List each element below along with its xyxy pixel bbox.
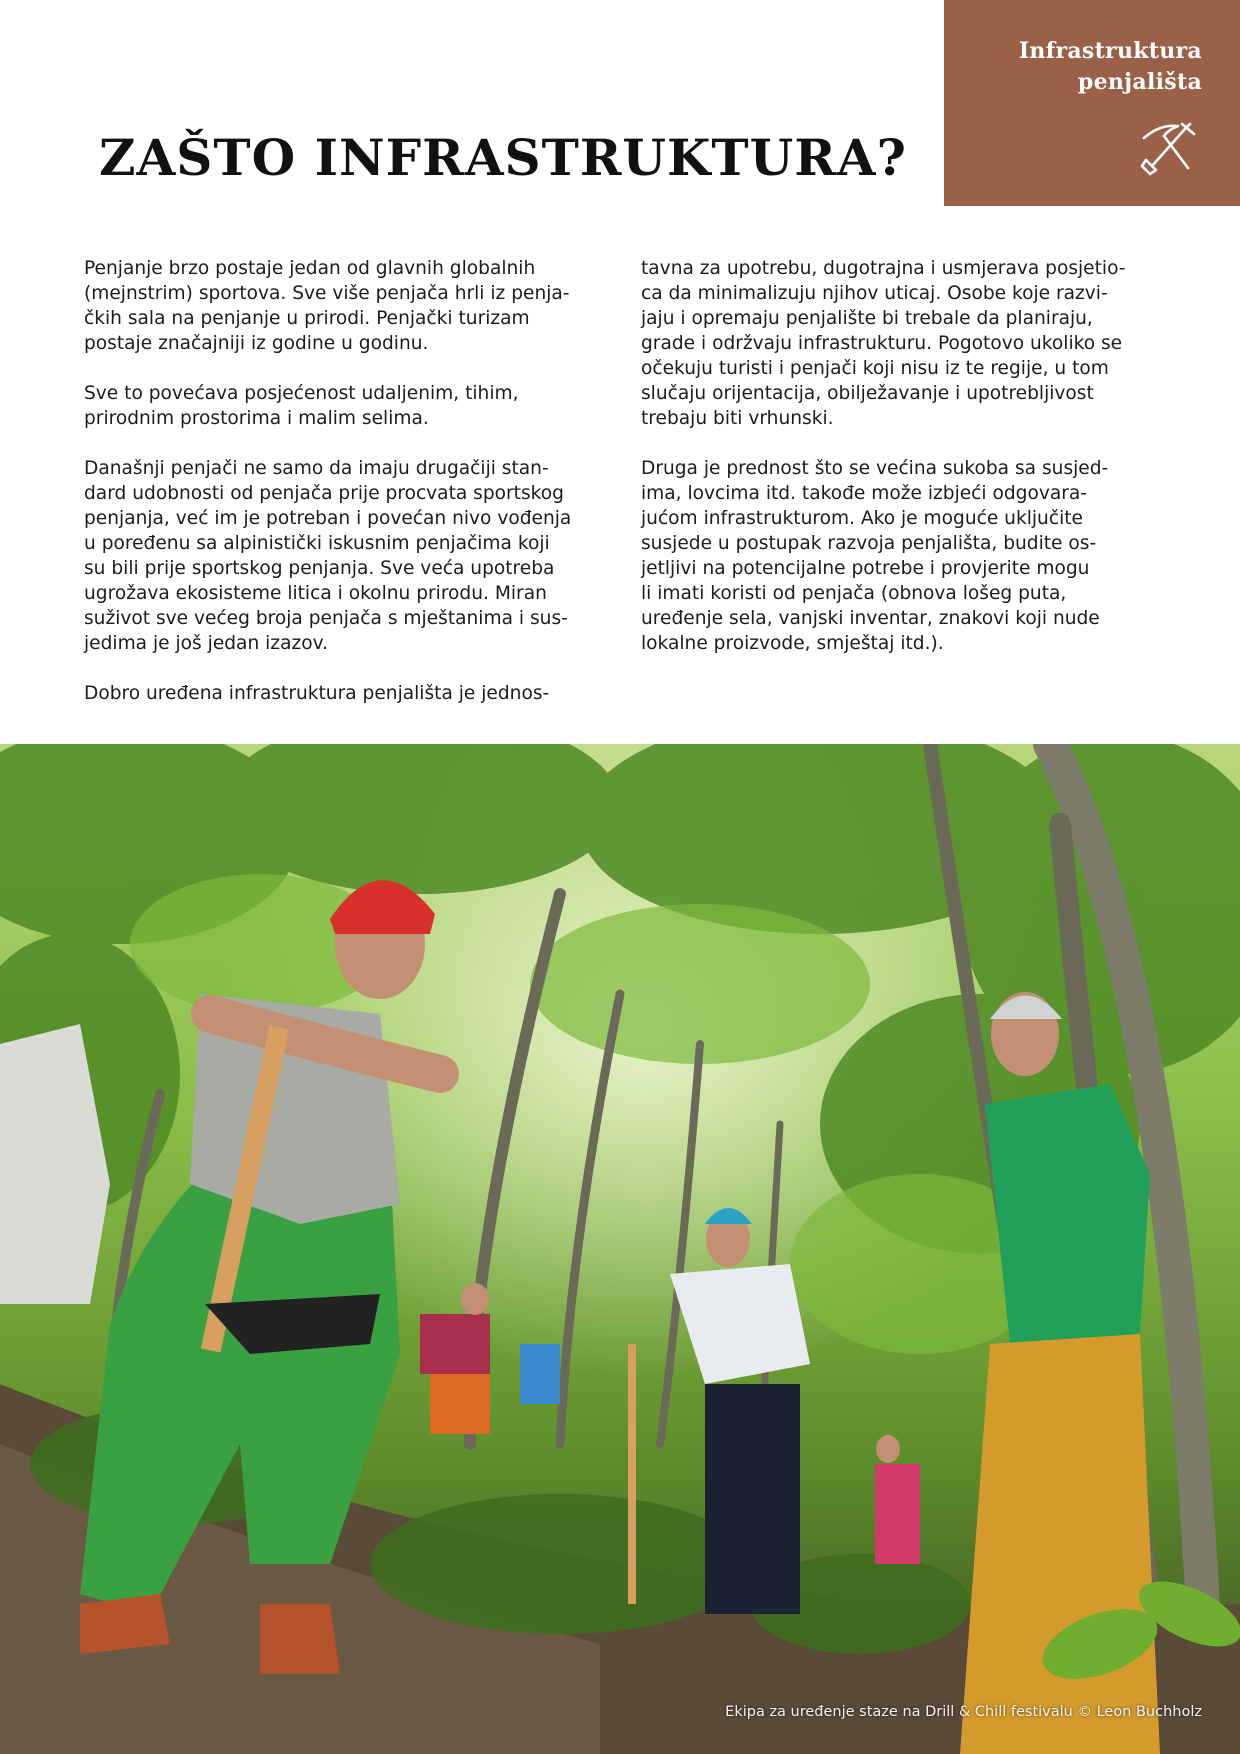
paragraph	[84, 681, 624, 706]
section-tab	[944, 0, 1240, 206]
text-line: tavna za upotrebu, dugotrajna i usmjerava posjetio-	[641, 258, 1126, 279]
text-line: Sve to povećava posjećenost udaljenim, tihim,	[84, 383, 519, 404]
paragraph	[84, 381, 624, 431]
text-line: penjanja, već im je potreban i povećan nivo vođenja	[84, 508, 572, 529]
text-line: postaje značajniji iz godine u godinu.	[84, 333, 429, 354]
text-line: prirodnim prostorima i malim selima.	[84, 408, 429, 429]
text-line: uređenje sela, vanjski inventar, znakovi koji nude	[641, 608, 1100, 629]
text-line: čkih sala na penjanje u prirodi. Penjački turizam	[84, 308, 530, 329]
text-line: Penjanje brzo postaje jedan od glavnih globalnih	[84, 258, 536, 279]
paragraph	[84, 256, 624, 356]
pickaxe-shovel-icon	[1138, 120, 1198, 176]
text-line: jetljivi na potencijalne potrebe i provjerite mogu	[641, 558, 1090, 579]
section-tab-line: Infrastruktura	[1018, 38, 1202, 64]
right-text-column	[641, 256, 1181, 681]
text-line: susjede u postupak razvoja penjališta, budite os-	[641, 533, 1097, 554]
forest-scene-illustration	[0, 744, 1240, 1754]
text-line: Današnji penjači ne samo da imaju drugačiji stan-	[84, 458, 549, 479]
text-line: trebaju biti vrhunski.	[641, 408, 834, 429]
text-line: ugrožava ekosisteme litica i okolnu prirodu. Miran	[84, 583, 547, 604]
text-line: su bili prije sportskog penjanja. Sve veća upotreba	[84, 558, 555, 579]
text-line: (mejnstrim) sportova. Sve više penjača hrli iz penja-	[84, 283, 570, 304]
text-line: jaju i opremaju penjalište bi trebale da planiraju,	[641, 308, 1093, 329]
text-line: Dobro uređena infrastruktura penjališta je jednos-	[84, 683, 550, 704]
text-line: jedima je još jedan izazov.	[84, 633, 329, 654]
text-line: grade i održvaju infrastrukturu. Pogotovo ukoliko se	[641, 333, 1123, 354]
text-line: očekuju turisti i penjači koji nisu iz te regije, u tom	[641, 358, 1109, 379]
paragraph	[84, 456, 624, 656]
text-line: jućom infrastrukturom. Ako je moguće uključite	[641, 508, 1083, 529]
left-text-column	[84, 256, 624, 731]
paragraph	[641, 456, 1181, 656]
text-line: dard udobnosti od penjača prije procvata sportskog	[84, 483, 564, 504]
text-line: ima, lovcima itd. takođe može izbjeći odgovara-	[641, 483, 1087, 504]
text-line: lokalne proizvode, smještaj itd.).	[641, 633, 944, 654]
text-line: li imati koristi od penjača (obnova lošeg puta,	[641, 583, 1067, 604]
text-line: Druga je prednost što se većina sukoba sa susjed-	[641, 458, 1109, 479]
paragraph	[641, 256, 1181, 431]
photo-caption: Ekipa za uređenje staze na Drill & Chill festivalu © Leon Buchholz	[725, 1704, 1202, 1720]
text-line: ca da minimalizuju njihov uticaj. Osobe koje razvi-	[641, 283, 1108, 304]
text-line: suživot sve većeg broja penjača s mještanima i sus-	[84, 608, 568, 629]
section-tab-line: penjališta	[1077, 69, 1202, 95]
text-line: u poređenu sa alpinistički iskusnim penjačima koji	[84, 533, 550, 554]
text-line: slučaju orijentacija, obilježavanje i upotrebljivost	[641, 383, 1094, 404]
trail-crew-photo	[0, 744, 1240, 1754]
page-title: ZAŠTO INFRASTRUKTURA?	[99, 128, 907, 187]
section-tab-title	[1019, 36, 1202, 98]
